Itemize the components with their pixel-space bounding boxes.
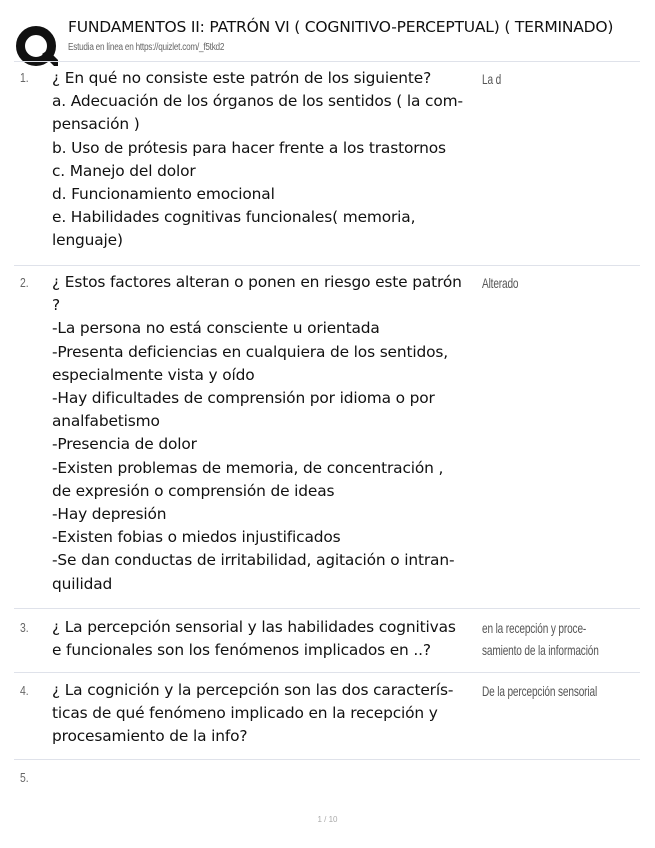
divider [14,759,640,760]
question-number: 3. [20,620,29,635]
page-number: 1 / 10 [317,815,338,824]
question-text: ¿ En qué no consiste este patrón de los siguiente? a. Adecuación de los órganos de los sentidos ( la com- pensación ) b. Uso de prótesis para hacer frente a los trastornos c. Manejo del dolor d. Funcionamiento emocional e. Habilidades cognitivas funcionales( memoria, lenguaje) [52,69,463,250]
page-header [14,14,650,62]
question-number: 4. [20,683,29,698]
answer-text: Alterado [482,275,519,291]
question-text: ¿ La cognición y la percepción son las dos caracterís- ticas de qué fenómeno implicado en la recepción y procesamiento de la info? [52,681,454,746]
source-link[interactable]: Estudia en línea en https://quizlet.com/_f5tkd2 [68,42,225,53]
question-number: 5. [20,770,29,785]
answer-text: De la percepción sensorial [482,683,598,699]
answer-text: en la recepción y proce- samiento de la información [482,620,599,658]
question-text: ¿ La percepción sensorial y las habilidades cognitivas e funcionales son los fenómenos implicados en ..? [52,618,456,660]
answer-text: La d [482,71,502,87]
question-number: 1. [20,70,29,85]
page-title: FUNDAMENTOS II: PATRÓN VI ( COGNITIVO-PERCEPTUAL) ( TERMINADO) [68,18,614,36]
question-number: 2. [20,275,29,290]
divider [14,61,640,62]
divider [14,608,640,609]
question-text: ¿ Estos factores alteran o ponen en riesgo este patrón ? -La persona no está consciente u orientada -Presenta deficiencias en cualquiera de los sentidos, especialmente vista y oído -Hay dificultades de comprensión por idioma o por analfabetismo -Presencia de dolor -Existen problemas de memoria, de concentración , de expresión o comprensión de ideas -Hay depresión -Existen fobias o miedos injustificados -Se dan conductas de irritabilidad, agitación o intran- quilidad [52,273,462,593]
divider [14,672,640,673]
divider [14,265,640,266]
